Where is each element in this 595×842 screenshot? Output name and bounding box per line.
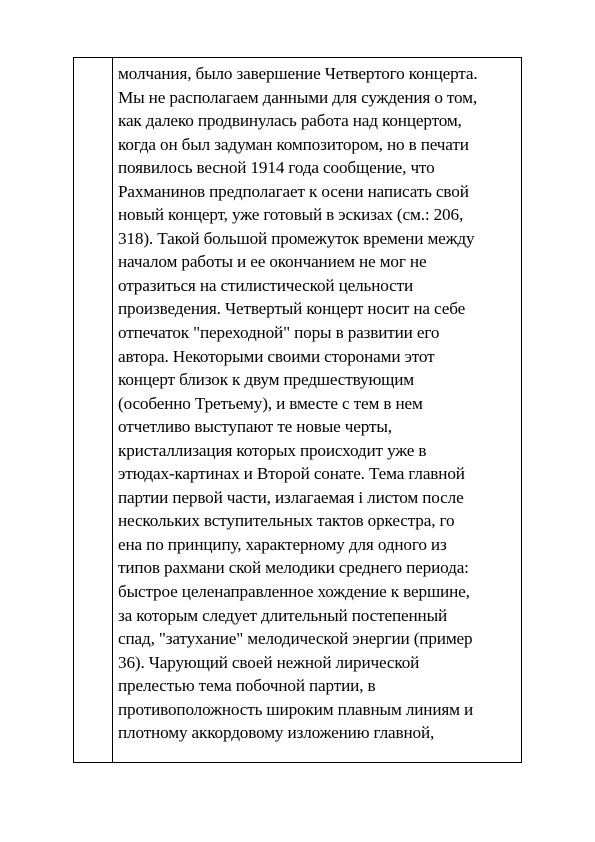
text-line: автора. Некоторыми своими сторонами этот — [118, 346, 435, 366]
text-line: кристаллизация которых происходит уже в — [118, 440, 427, 460]
text-column — [113, 58, 521, 762]
text-line: партии первой части, излагаемая і листом после — [118, 487, 464, 507]
text-line: отразиться на стилистической цельности — [118, 275, 414, 295]
text-line: ена по принципу, характерному для одного из — [118, 534, 447, 554]
text-line: молчания, было завершение Четвертого концерта. — [118, 64, 478, 83]
text-line: (особенно Третьему), и вместе с тем в нем — [118, 393, 423, 413]
text-line: этюдах-картинах и Второй сонате. Тема главной — [118, 464, 465, 484]
text-line: типов рахмани ской мелодики среднего периода: — [118, 558, 469, 578]
document-table — [73, 57, 522, 763]
text-line: отчетливо выступают те новые черты, — [118, 417, 392, 437]
text-line: спад, "затухание" мелодической энергии (пример — [118, 629, 473, 649]
text-line: нескольких вступительных тактов оркестра, го — [118, 511, 455, 531]
text-line: 318). Такой большой промежуток времени между — [118, 228, 475, 248]
text-line: началом работы и ее окончанием не мог не — [118, 252, 427, 272]
text-line: быстрое целенаправленное хождение к вершине, — [118, 582, 470, 602]
left-margin-column — [74, 58, 113, 762]
text-line: противоположность широким плавным линиям и — [118, 699, 474, 719]
text-line: Рахманинов предполагает к осени написать свой — [118, 181, 469, 201]
text-line: когда он был задуман композитором, но в печати — [118, 134, 469, 154]
text-line: 36). Чарующий своей нежной лирической — [118, 652, 420, 672]
text-line: отпечаток "переходной" поры в развитии его — [118, 323, 440, 343]
text-line: произведения. Четвертый концерт носит на себе — [118, 299, 466, 319]
text-line: прелестью тема побочной партии, в — [118, 676, 376, 696]
text-line: за которым следует длительный постепенный — [118, 605, 448, 625]
text-line: плотному аккордовому изложению главной, — [118, 723, 435, 743]
text-line: как далеко продвинулась работа над концертом, — [118, 111, 462, 131]
text-line: Мы не располагаем данными для суждения о том, — [118, 87, 478, 107]
text-line: новый концерт, уже готовый в эскизах (см.: 206, — [118, 205, 464, 225]
text-line: концерт близок к двум предшествующим — [118, 370, 414, 390]
text-line: появилось весной 1914 года сообщение, что — [118, 158, 435, 178]
